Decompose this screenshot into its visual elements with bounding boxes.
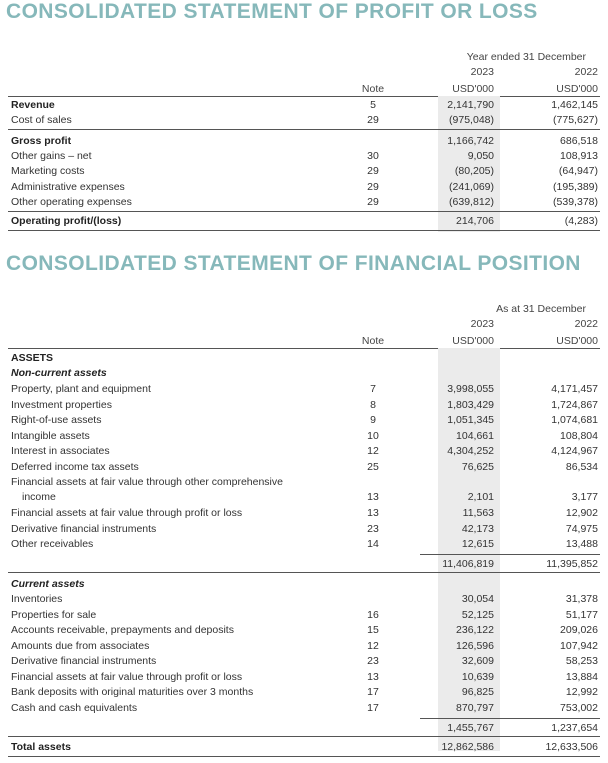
current-asset-note: 13	[367, 671, 379, 683]
current-asset-value-2023: 30,054	[461, 593, 494, 605]
current-asset-label: Financial assets at fair value through profit or loss	[11, 671, 243, 683]
current-asset-value-2022: 58,253	[565, 655, 598, 667]
current-asset-value-2023: 870,797	[456, 702, 494, 714]
noncurrent-asset-value-2023: 4,304,252	[447, 445, 494, 457]
noncurrent-asset-note: 14	[367, 538, 379, 550]
current-asset-value-2022: 209,026	[560, 624, 598, 636]
noncurrent-asset-label-cont: income	[22, 491, 56, 503]
noncurrent-asset-label: Derivative financial instruments	[11, 523, 157, 535]
pl-row-label: Administrative expenses	[11, 181, 125, 193]
pl-row-value-2022: 686,518	[560, 135, 598, 147]
noncurrent-asset-label: Right-of-use assets	[11, 414, 102, 426]
noncurrent-asset-value-2022: 12,902	[565, 507, 598, 519]
pl-year-2022: 2022	[574, 66, 598, 78]
current-asset-note: 12	[367, 640, 379, 652]
noncurrent-asset-value-2023: 11,563	[462, 507, 494, 519]
noncurrent-asset-label: Intangible assets	[11, 430, 90, 442]
pl-row-value-2023: 2,141,790	[447, 99, 494, 111]
pl-period-header: Year ended 31 December	[466, 51, 586, 63]
noncurrent-asset-value-2022: 4,171,457	[551, 383, 598, 395]
pl-rule-gross	[8, 129, 600, 130]
pl-row-label: Other gains – net	[11, 150, 92, 162]
pl-row-note: 29	[367, 165, 379, 177]
current-total-rule	[8, 736, 600, 737]
pl-row-note: 5	[370, 99, 376, 111]
current-asset-label: Properties for sale	[11, 609, 97, 621]
total-assets-2022: 12,633,506	[545, 741, 598, 753]
current-asset-note: 17	[367, 702, 379, 714]
pl-rule-operating	[8, 211, 600, 212]
pl-header-rule	[8, 96, 600, 97]
pl-row-note: 29	[367, 196, 379, 208]
noncurrent-asset-note: 13	[367, 491, 379, 503]
pl-row-note: 29	[367, 181, 379, 193]
current-asset-value-2023: 96,825	[461, 686, 494, 698]
current-asset-value-2022: 31,378	[565, 593, 598, 605]
current-asset-value-2023: 52,125	[461, 609, 494, 621]
current-asset-note: 16	[367, 609, 379, 621]
noncurrent-assets-heading: Non-current assets	[11, 367, 107, 379]
noncurrent-asset-label: Property, plant and equipment	[11, 383, 151, 395]
noncurrent-asset-value-2023: 1,051,345	[447, 414, 494, 426]
pl-row-label: Operating profit/(loss)	[11, 215, 122, 227]
pl-row-value-2022: (4,283)	[564, 215, 598, 227]
current-asset-label: Derivative financial instruments	[11, 655, 157, 667]
noncurrent-asset-note: 13	[367, 507, 379, 519]
noncurrent-total-2023: 11,406,819	[442, 558, 494, 570]
noncurrent-asset-value-2022: 3,177	[571, 491, 598, 503]
noncurrent-asset-note: 10	[367, 430, 379, 442]
pl-row-value-2023: 9,050	[467, 150, 494, 162]
noncurrent-asset-value-2022: 108,804	[560, 430, 598, 442]
current-asset-value-2023: 236,122	[456, 624, 494, 636]
noncurrent-asset-note: 8	[370, 399, 376, 411]
pl-row-value-2022: (64,947)	[558, 165, 598, 177]
current-asset-label: Inventories	[11, 593, 63, 605]
current-assets-heading: Current assets	[11, 578, 85, 590]
pl-row-value-2023: 1,166,742	[447, 135, 494, 147]
current-asset-value-2022: 51,177	[565, 609, 598, 621]
current-total-2023: 1,455,767	[447, 722, 494, 734]
pl-row-label: Cost of sales	[11, 114, 72, 126]
pl-row-value-2023: (975,048)	[449, 114, 494, 126]
pl-row-note: 30	[367, 150, 379, 162]
pl-row-label: Gross profit	[11, 135, 72, 147]
noncurrent-asset-note: 25	[367, 461, 379, 473]
current-asset-label: Amounts due from associates	[11, 640, 150, 652]
noncurrent-asset-value-2023: 3,998,055	[447, 383, 494, 395]
fp-note-header: Note	[361, 335, 385, 347]
noncurrent-asset-value-2022: 1,724,867	[551, 399, 598, 411]
pl-row-value-2023: (80,205)	[454, 165, 494, 177]
current-asset-value-2022: 753,002	[560, 702, 598, 714]
noncurrent-asset-label: Other receivables	[11, 538, 94, 550]
current-asset-value-2022: 12,992	[565, 686, 598, 698]
current-asset-label: Accounts receivable, prepayments and deposits	[11, 624, 234, 636]
noncurrent-asset-value-2023: 104,661	[456, 430, 494, 442]
fp-period-header: As at 31 December	[496, 303, 586, 315]
current-total-2022: 1,237,654	[551, 722, 598, 734]
current-subtotal-rule	[420, 718, 600, 719]
noncurrent-asset-value-2023: 12,615	[461, 538, 494, 550]
profit-loss-title: CONSOLIDATED STATEMENT OF PROFIT OR LOSS	[6, 0, 538, 23]
pl-row-value-2023: 214,706	[456, 215, 494, 227]
noncurrent-asset-value-2023: 1,803,429	[447, 399, 494, 411]
noncurrent-asset-value-2022: 1,074,681	[551, 414, 598, 426]
pl-note-header: Note	[361, 83, 385, 95]
noncurrent-asset-label: Financial assets at fair value through profit or loss	[11, 507, 243, 519]
noncurrent-asset-value-2023: 42,173	[461, 523, 494, 535]
current-asset-value-2023: 32,609	[461, 655, 494, 667]
pl-row-value-2022: (539,378)	[553, 196, 598, 208]
pl-row-value-2022: 1,462,145	[551, 99, 598, 111]
current-asset-value-2022: 13,884	[565, 671, 598, 683]
pl-row-label: Marketing costs	[11, 165, 85, 177]
noncurrent-asset-label: Financial assets at fair value through other comprehensive	[11, 476, 283, 488]
noncurrent-asset-note: 12	[367, 445, 379, 457]
fp-unit-2023: USD'000	[452, 335, 494, 347]
noncurrent-asset-value-2022: 13,488	[565, 538, 598, 550]
financial-position-title: CONSOLIDATED STATEMENT OF FINANCIAL POSITION	[6, 252, 581, 275]
pl-row-value-2023: (639,812)	[449, 196, 494, 208]
pl-year-2023: 2023	[470, 66, 494, 78]
noncurrent-asset-value-2023: 2,101	[467, 491, 494, 503]
current-asset-value-2022: 107,942	[560, 640, 598, 652]
total-assets-2023: 12,862,586	[441, 741, 494, 753]
noncurrent-asset-label: Investment properties	[11, 399, 112, 411]
pl-row-label: Other operating expenses	[11, 196, 132, 208]
noncurrent-asset-note: 23	[367, 523, 379, 535]
noncurrent-asset-note: 7	[370, 383, 376, 395]
total-assets-rule	[8, 756, 600, 757]
current-asset-note: 17	[367, 686, 379, 698]
fp-year-2022: 2022	[574, 318, 598, 330]
noncurrent-asset-label: Deferred income tax assets	[11, 461, 139, 473]
fp-year-2023: 2023	[470, 318, 494, 330]
pl-unit-2022: USD'000	[556, 83, 598, 95]
assets-heading: ASSETS	[11, 352, 54, 364]
pl-rule-bottom	[8, 230, 600, 231]
total-assets-label: Total assets	[11, 741, 71, 753]
noncurrent-asset-value-2022: 86,534	[565, 461, 598, 473]
noncurrent-asset-value-2022: 4,124,967	[551, 445, 598, 457]
current-asset-note: 15	[367, 624, 379, 636]
pl-row-value-2023: (241,069)	[449, 181, 494, 193]
fp-unit-2022: USD'000	[556, 335, 598, 347]
noncurrent-total-rule	[8, 572, 600, 573]
noncurrent-asset-value-2023: 76,625	[461, 461, 494, 473]
pl-row-value-2022: (775,627)	[553, 114, 598, 126]
current-asset-label: Cash and cash equivalents	[11, 702, 138, 714]
current-asset-label: Bank deposits with original maturities over 3 months	[11, 686, 254, 698]
current-asset-note: 23	[367, 655, 379, 667]
current-asset-value-2023: 10,639	[461, 671, 494, 683]
pl-row-note: 29	[367, 114, 379, 126]
pl-row-label: Revenue	[11, 99, 55, 111]
current-asset-value-2023: 126,596	[456, 640, 494, 652]
pl-row-value-2022: (195,389)	[553, 181, 598, 193]
noncurrent-subtotal-rule	[420, 554, 600, 555]
fp-header-rule	[8, 348, 600, 349]
noncurrent-asset-value-2022: 74,975	[565, 523, 598, 535]
noncurrent-total-2022: 11,395,852	[546, 558, 598, 570]
noncurrent-asset-label: Interest in associates	[11, 445, 110, 457]
pl-unit-2023: USD'000	[452, 83, 494, 95]
pl-row-value-2022: 108,913	[560, 150, 598, 162]
noncurrent-asset-note: 9	[370, 414, 376, 426]
